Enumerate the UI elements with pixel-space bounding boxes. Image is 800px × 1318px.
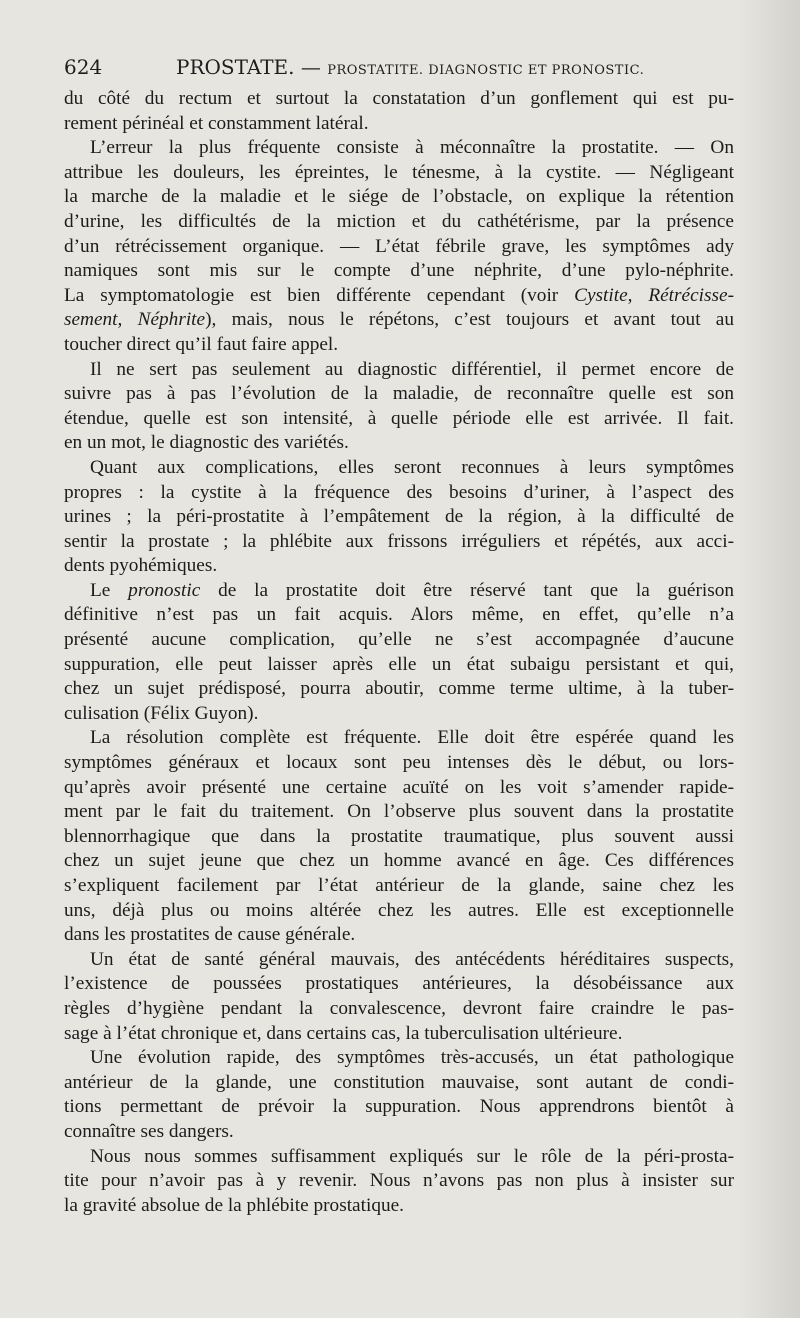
text-line: la marche de la maladie et le siége de l’obstacle, on explique la rétention <box>64 186 734 208</box>
text-line: culisation (Félix Guyon). <box>64 702 259 724</box>
text-line: d’urine, les difficultés de la miction et du cathétérisme, par la présence <box>64 210 734 232</box>
page-header <box>64 52 734 86</box>
text-line: blennorrhagique que dans la prostatite traumatique, plus souvent aussi <box>64 825 734 847</box>
text-line: rement périnéal et constamment latéral. <box>64 112 369 134</box>
text-line: qu’après avoir présenté une certaine acuïté on les voit s’amender rapide- <box>64 776 734 798</box>
paragraph <box>64 136 734 357</box>
text-line: Une évolution rapide, des symptômes très-accusés, un état pathologique <box>90 1047 734 1069</box>
running-head-title: PROSTATE. <box>176 55 295 79</box>
text-line: antérieur de la glande, une constitution mauvaise, sont autant de condi- <box>64 1071 734 1093</box>
text-line: toucher direct qu’il faut faire appel. <box>64 333 339 355</box>
page-number: 624 <box>64 55 103 79</box>
paragraph <box>64 948 734 1046</box>
text-line: ment par le fait du traitement. On l’observe plus souvent dans la prostatite <box>64 801 734 823</box>
text-line: en un mot, le diagnostic des variétés. <box>64 432 349 454</box>
text-line: présenté aucune complication, qu’elle ne s’est accompagnée d’aucune <box>64 629 734 651</box>
text-line: d’un rétrécissement organique. — L’état fébrile grave, les symptômes ady <box>64 235 734 257</box>
text-line: définitive n’est pas un fait acquis. Alors même, en effet, qu’elle n’a <box>64 604 734 626</box>
text-line: L’erreur la plus fréquente consiste à méconnaître la prostatite. — On <box>90 137 734 159</box>
text-line: étendue, quelle est son intensité, à quelle période elle est arrivée. Il fait. <box>64 407 734 429</box>
text-line: Quant aux complications, elles seront reconnues à leurs symptômes <box>90 456 734 478</box>
text-line: Un état de santé général mauvais, des antécédents héréditaires suspects, <box>90 948 734 970</box>
text-line: suppuration, elle peut laisser après elle un état subaigu persistant et qui, <box>64 653 734 675</box>
italic-term: Néphrite <box>137 309 206 331</box>
running-head-section: PROSTATITE. DIAGNOSTIC ET PRONOSTIC. <box>327 63 645 78</box>
text-line: symptômes généraux et locaux sont peu intenses dès le début, ou lors- <box>64 752 734 774</box>
text-line: chez un sujet jeune que chez un homme avancé en âge. Ces différences <box>64 850 734 872</box>
italic-term: pronostic <box>128 579 201 601</box>
text-line: s’expliquent facilement par l’état antérieur de la glande, saine chez les <box>64 875 734 896</box>
italic-term: Cystite <box>574 284 628 306</box>
text-line: du côté du rectum et surtout la constatation d’un gonflement qui est pu- <box>64 88 734 109</box>
text-line: sage à l’état chronique et, dans certains cas, la tuberculisation ultérieure. <box>64 1022 623 1044</box>
body-text <box>64 87 734 1218</box>
text-line: namiques sont mis sur le compte d’une néphrite, d’une pylo-néphrite. <box>64 260 734 282</box>
text-line: chez un sujet prédisposé, pourra aboutir, comme terme ultime, à la tuber- <box>64 678 734 700</box>
text-line: attribue les douleurs, les épreintes, le ténesme, à la cystite. — Négligeant <box>64 161 734 183</box>
text-line: Il ne sert pas seulement au diagnostic différentiel, il permet encore de <box>90 358 734 380</box>
text-line: la gravité absolue de la phlébite prostatique. <box>64 1194 404 1216</box>
text-line: sentir la prostate ; la phlébite aux frissons irréguliers et répétés, aux acci- <box>64 530 734 552</box>
text-line: connaître ses dangers. <box>64 1120 234 1142</box>
text-line: Nous nous sommes suffisamment expliqués sur le rôle de la péri-prosta- <box>90 1145 734 1167</box>
text-line: propres : la cystite à la fréquence des besoins d’uriner, à l’aspect des <box>64 481 734 503</box>
text-line: l’existence de poussées prostatiques antérieures, la désobéissance aux <box>64 973 734 995</box>
italic-term: sement <box>64 309 118 331</box>
italic-term: Rétrécisse- <box>648 284 734 306</box>
paragraph <box>64 726 734 947</box>
paragraph <box>64 456 734 579</box>
text-line: Le pronostic de la prostatite doit être réservé tant que la guérison <box>90 579 735 601</box>
paragraph <box>64 87 734 136</box>
text-line: uns, déjà plus ou moins altérée chez les autres. Elle est exceptionnelle <box>64 899 734 921</box>
text-line: La symptomatologie est bien différente cependant (voir Cystite, Rétrécisse- <box>64 284 734 306</box>
paragraph <box>64 1046 734 1144</box>
text-line: règles d’hygiène pendant la convalescence, devront faire craindre le pas- <box>64 997 734 1019</box>
running-head <box>176 52 644 86</box>
paragraph <box>64 579 734 727</box>
paragraph <box>64 358 734 456</box>
text-line: dans les prostatites de cause générale. <box>64 924 356 946</box>
text-line: La résolution complète est fréquente. Elle doit être espérée quand les <box>90 727 734 749</box>
text-line: tions permettant de prévoir la suppuration. Nous apprendrons bientôt à <box>64 1096 734 1118</box>
paragraph <box>64 1145 734 1219</box>
running-head-dash: — <box>300 55 321 79</box>
text-line: urines ; la péri-prostatite à l’empâtement de la région, à la difficulté de <box>64 506 734 528</box>
text-line: tite pour n’avoir pas à y revenir. Nous n’avons pas non plus à insister sur <box>64 1170 734 1192</box>
text-line: suivre pas à pas l’évolution de la maladie, de reconnaître quelle est son <box>64 383 734 405</box>
text-line: sement, Néphrite), mais, nous le répétons, c’est toujours et avant tout au <box>64 309 735 331</box>
text-line: dents pyohémiques. <box>64 555 218 577</box>
